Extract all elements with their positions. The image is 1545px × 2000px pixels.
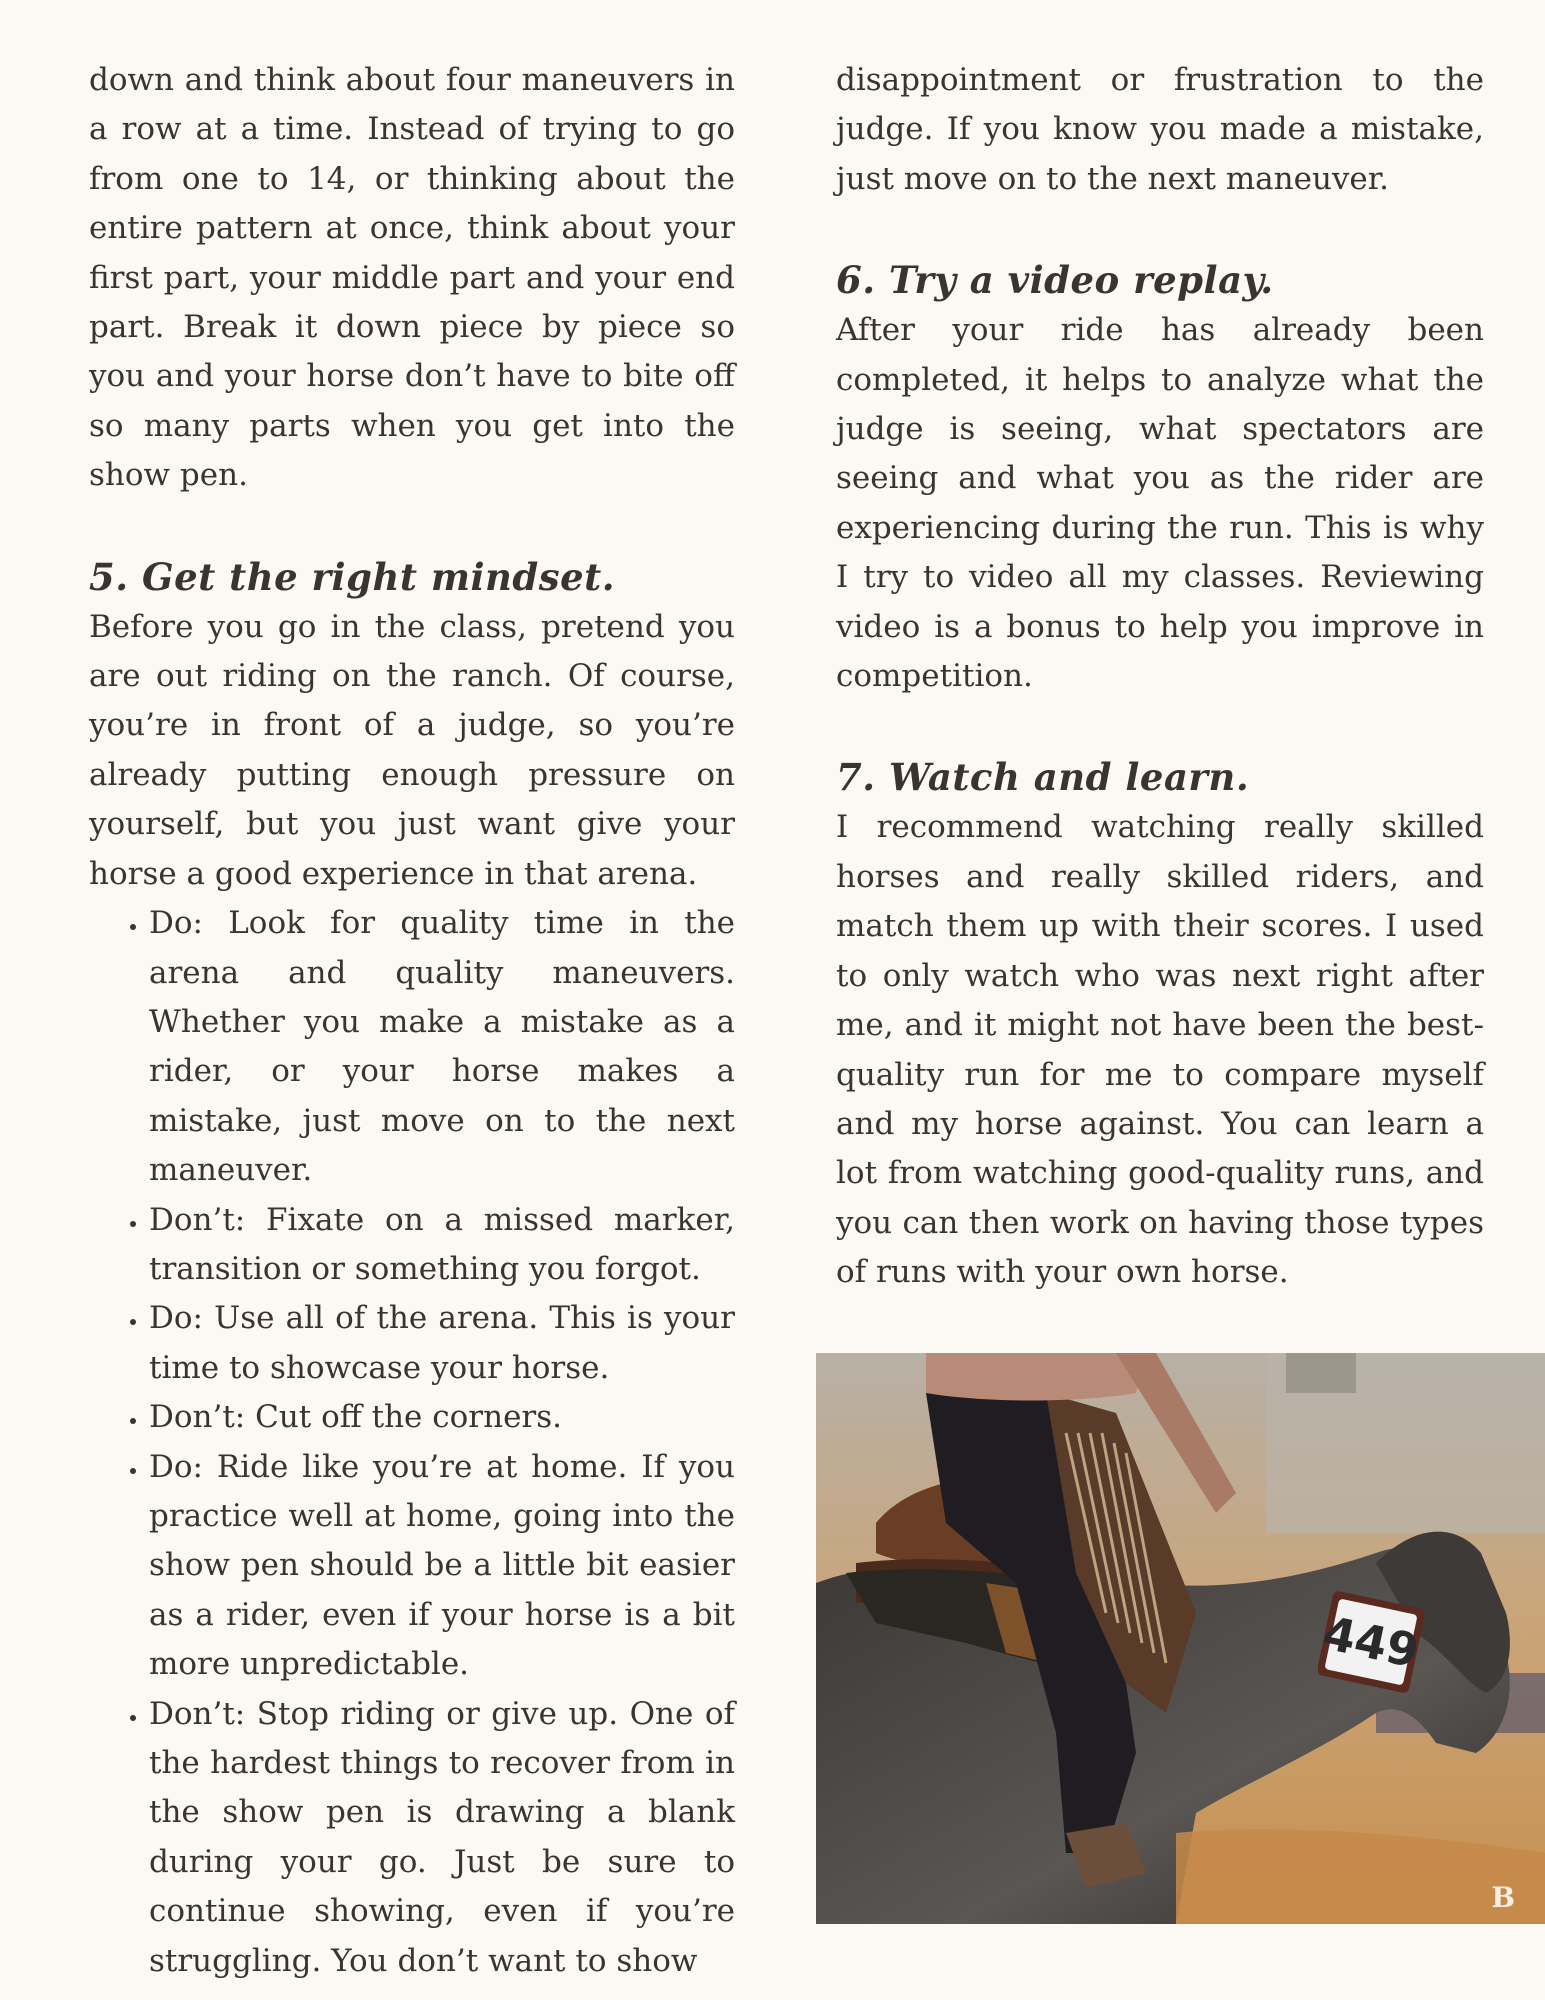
- publisher-logo: B: [1491, 1881, 1515, 1914]
- tip-item: • Don’t: Stop riding or give up. One of the hardest things to recover from in the show pen is drawing a blank during your go. Just be sure to continue showing, even if you’re struggling. You don’t want to show: [149, 1690, 735, 1986]
- right-column: [836, 56, 1484, 1298]
- left-column: [89, 56, 735, 1986]
- section-6-heading: 6. Try a video replay.: [836, 258, 1274, 303]
- intro-paragraph: down and think about four maneuvers in a row at a time. Instead of trying to go from one to 14, or thinking about the entire pattern at once, think about your first part, your middle part and your end part. Break it down piece by piece so you and your horse don’t have to bite off so many parts when you get into the show pen.: [89, 62, 735, 494]
- tip-item: • Don’t: Cut off the corners.: [149, 1393, 735, 1442]
- section-6-paragraph: After your ride has already been completed, it helps to analyze what the judge is seeing, what spectators are seeing and what you as the rider are experiencing during the run. This is why I try to video all my classes. Reviewing video is a bonus to help you improve in competition.: [836, 312, 1484, 695]
- tip-item: • Do: Ride like you’re at home. If you practice well at home, going into the show pen should be a little bit easier as a rider, even if your horse is a bit more unpredictable.: [149, 1443, 735, 1690]
- rider-horse-photo: [816, 1353, 1545, 1924]
- tip-item: • Do: Look for quality time in the arena and quality maneuvers. Whether you make a mistake as a rider, or your horse makes a mistake, just move on to the next maneuver.: [149, 899, 735, 1195]
- tip-item: • Do: Use all of the arena. This is your time to showcase your horse.: [149, 1294, 735, 1393]
- section-7-heading: 7. Watch and learn.: [836, 755, 1250, 800]
- section-5-heading: 5. Get the right mindset.: [89, 554, 616, 599]
- tips-list: [89, 899, 735, 1986]
- section-7-paragraph: I recommend watching really skilled horses and really skilled riders, and match them up with their scores. I used to only watch who was next right after me, and it might not have been the best-quality run for me to compare myself and my horse against. You can learn a lot from watching good-quality runs, and you can then work on having those types of runs with your own horse.: [836, 809, 1484, 1291]
- photo-illustration: [816, 1353, 1545, 1924]
- horse-number-plate: [1318, 1591, 1424, 1693]
- tip-item: • Don’t: Fixate on a missed marker, transition or something you forgot.: [149, 1196, 735, 1295]
- section-5-paragraph: Before you go in the class, pretend you are out riding on the ranch. Of course, you’re in front of a judge, so you’re already putting enough pressure on yourself, but you just want give your horse a good experience in that arena.: [89, 608, 735, 892]
- horse-number: 449: [1318, 1605, 1424, 1679]
- continuation-paragraph: disappointment or frustration to the judge. If you know you made a mistake, just move on to the next maneuver.: [836, 62, 1484, 197]
